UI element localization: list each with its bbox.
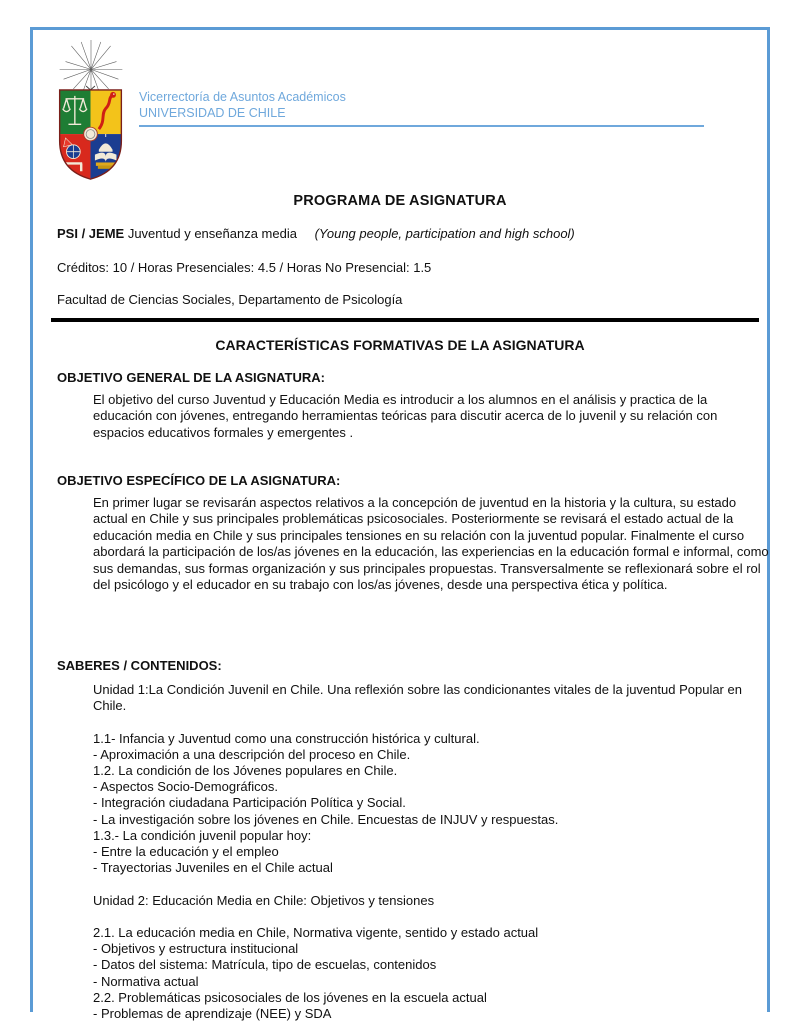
objetivo-general-body: El objetivo del curso Juventud y Educación Media es introducir a los alumnos en el análisis y practica de la educación con jóvenes, entregando herramientas teóricas para discutir acerca de lo juvenil y su relación con espacios educativos formales y emergentes . [93, 392, 718, 440]
content-line: - Problemas de aprendizaje (NEE) y SDA [93, 1006, 332, 1022]
heading-objetivo-general: OBJETIVO GENERAL DE LA ASIGNATURA: [57, 370, 325, 385]
content-line: - Aspectos Socio-Demográficos. [93, 779, 278, 795]
course-name: Juventud y enseñanza media [127, 226, 297, 241]
contents-list [93, 682, 745, 1022]
content-line: - La investigación sobre los jóvenes en Chile. Encuestas de INJUV y respuestas. [93, 811, 559, 827]
objetivo-especifico-body: En primer lugar se revisarán aspectos relativos a la concepción de juventud en la historia y la cultura, su estado actual en Chile y sus principales problemáticas psicosociales. Posteriormente se revisará el estado actual de la educación media en Chile y sus principales tensiones en su relación con la juventud popular. Finalmente el curso abordará la participación de los/as jóvenes en la educación, las experiencias en la educación formal e informal, como sus demandas, sus formas organización y sus principales propuestas. Transversalmente se reflexionará sobre el rol del psicólogo y el educador en su trabajo con los/as jóvenes, desde una perspectiva ética y política. [93, 495, 769, 593]
content-line: - Datos del sistema: Matrícula, tipo de escuelas, contenidos [93, 957, 437, 973]
universidad-de-chile-crest-logo [57, 40, 125, 185]
content-line: Unidad 1:La Condición Juvenil en Chile. Una reflexión sobre las condicionantes vitales de la juventud Popular en Chile. [93, 682, 742, 714]
content-line [93, 876, 745, 892]
credits-line: Créditos: 10 / Horas Presenciales: 4.5 / Horas No Presencial: 1.5 [57, 260, 432, 275]
content-line: 1.3.- La condición juvenil popular hoy: [93, 827, 312, 843]
content-line: - Trayectorias Juveniles en el Chile actual [93, 860, 333, 876]
content-line: - Normativa actual [93, 973, 199, 989]
content-line: 1.1- Infancia y Juventud como una construcción histórica y cultural. [93, 730, 480, 746]
content-line: 2.1. La educación media en Chile, Normativa vigente, sentido y estado actual [93, 925, 539, 941]
medallion-icon [84, 127, 98, 141]
letterhead [139, 90, 704, 127]
content-line: - Objetivos y estructura institucional [93, 941, 299, 957]
content-line: Unidad 2: Educación Media en Chile: Objetivos y tensiones [93, 892, 435, 908]
heading-saberes-contenidos: SABERES / CONTENIDOS: [57, 658, 222, 673]
course-code: PSI / JEME [57, 226, 125, 241]
crest-shield [60, 90, 122, 179]
content-line: - Aproximación a una descripción del proceso en Chile. [93, 746, 411, 762]
page-title: PROGRAMA DE ASIGNATURA [293, 193, 507, 209]
page-border [30, 27, 770, 1022]
content-line [93, 714, 745, 730]
content-line: - Entre la educación y el empleo [93, 844, 279, 860]
course-line [57, 226, 575, 241]
content-line: 2.2. Problemáticas psicosociales de los jóvenes en la escuela actual [93, 989, 487, 1005]
content-line [93, 909, 745, 925]
content-line: - Integración ciudadana Participación Política y Social. [93, 795, 406, 811]
section-divider [51, 318, 759, 322]
content-line: 1.2. La condición de los Jóvenes populares en Chile. [93, 763, 398, 779]
section-title: CARACTERÍSTICAS FORMATIVAS DE LA ASIGNATURA [215, 337, 585, 353]
letterhead-line2: UNIVERSIDAD DE CHILE [139, 105, 286, 120]
faculty-line: Facultad de Ciencias Sociales, Departamento de Psicología [57, 292, 403, 307]
course-name-english: (Young people, participation and high school) [314, 226, 575, 241]
letterhead-line1: Vicerrectoría de Asuntos Académicos [139, 90, 346, 104]
heading-objetivo-especifico: OBJETIVO ESPECÍFICO DE LA ASIGNATURA: [57, 473, 341, 488]
